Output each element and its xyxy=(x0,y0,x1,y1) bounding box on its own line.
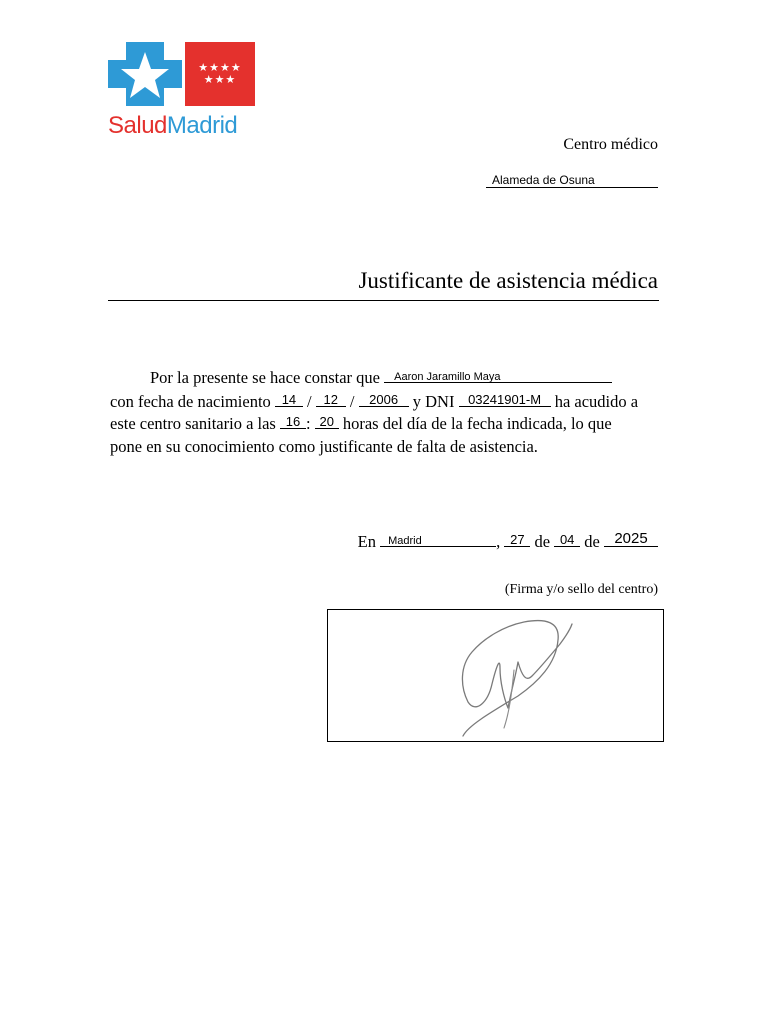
minute-field xyxy=(315,414,339,429)
time-prefix-text: este centro sanitario a las xyxy=(110,414,276,433)
birth-year-field xyxy=(359,392,409,407)
birth-text: con fecha de nacimiento xyxy=(110,392,271,411)
body-line-4 xyxy=(110,437,659,457)
title-divider xyxy=(108,300,659,301)
center-name-value: Alameda de Osuna xyxy=(492,173,595,187)
intro-text: Por la presente se hace constar que xyxy=(150,368,380,387)
birth-day-value: 14 xyxy=(281,392,297,407)
year-field xyxy=(604,532,658,547)
signature-caption: (Firma y/o sello del centro) xyxy=(504,582,658,597)
body-line-1 xyxy=(110,368,659,388)
de-text: de xyxy=(584,532,600,551)
year-value: 2025 xyxy=(614,530,648,547)
patient-name-value: Aaron Jaramillo Maya xyxy=(394,371,501,383)
date-separator: / xyxy=(349,392,355,411)
month-field xyxy=(554,532,580,547)
city-field xyxy=(380,532,496,547)
center-name-field xyxy=(486,172,658,188)
logo-wordmark xyxy=(108,112,237,140)
body-line-3 xyxy=(110,414,659,434)
hour-field xyxy=(280,414,306,429)
birth-month-value: 12 xyxy=(323,392,338,407)
closing-text: pone en su conocimiento como justificante de falta de asistencia. xyxy=(110,437,538,456)
hour-value: 16 xyxy=(285,414,301,429)
place-date-line xyxy=(358,532,658,552)
center-label: Centro médico xyxy=(563,136,658,153)
handwritten-signature xyxy=(328,610,663,741)
dni-text: y DNI xyxy=(412,392,455,411)
city-value: Madrid xyxy=(388,535,422,547)
document-title: Justificante de asistencia médica xyxy=(358,268,658,293)
day-field xyxy=(504,532,530,547)
flag-stars-icon: ★★★★ ★★★ xyxy=(198,62,242,86)
time-colon: : xyxy=(305,414,311,433)
minute-value: 20 xyxy=(319,414,334,429)
birth-year-value: 2006 xyxy=(369,392,399,407)
body-line-2 xyxy=(110,392,659,412)
attended-text: ha acudido a xyxy=(554,392,639,411)
logo-word-madrid: Madrid xyxy=(166,112,238,139)
date-separator: / xyxy=(307,392,312,411)
dni-field xyxy=(459,392,551,407)
comma-text: , xyxy=(496,532,501,551)
signature-box xyxy=(327,609,664,742)
salud-madrid-logo xyxy=(108,42,258,142)
birth-month-field xyxy=(316,392,346,407)
birth-day-field xyxy=(275,392,303,407)
day-value: 27 xyxy=(510,532,525,547)
month-value: 04 xyxy=(559,532,575,547)
time-suffix-text: horas del día de la fecha indicada, lo que xyxy=(342,414,612,433)
health-star-cross-icon xyxy=(108,42,182,106)
madrid-flag xyxy=(185,42,255,106)
dni-value: 03241901-M xyxy=(468,392,542,407)
en-text: En xyxy=(357,532,376,551)
de-text: de xyxy=(534,532,551,551)
patient-name-field xyxy=(384,368,612,383)
logo-word-salud: Salud xyxy=(108,112,167,139)
